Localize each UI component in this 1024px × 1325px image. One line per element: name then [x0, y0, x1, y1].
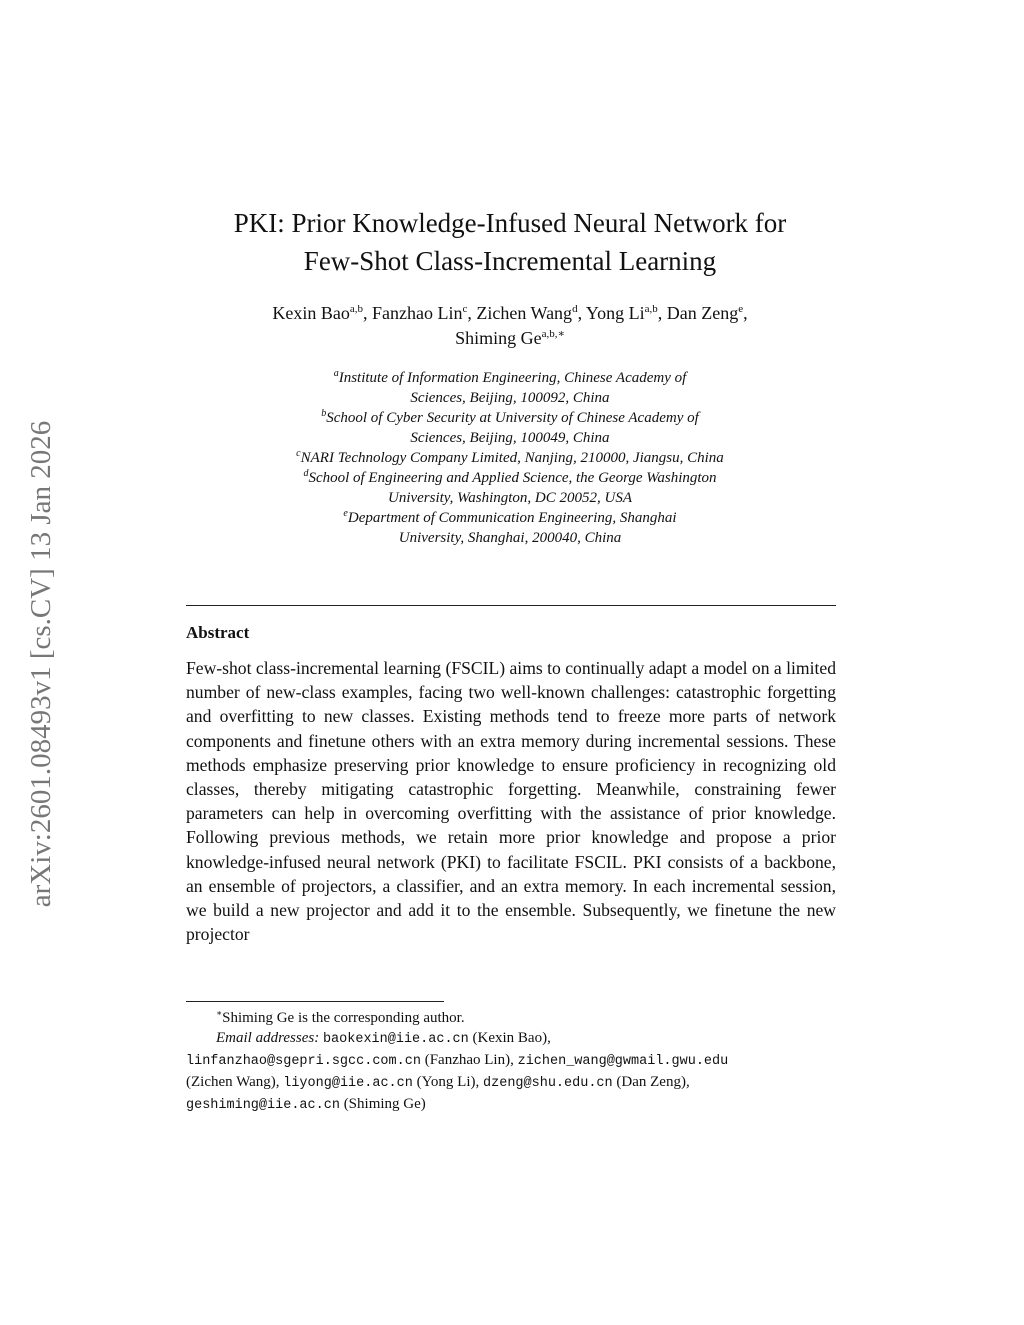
email-link[interactable]: geshiming@iie.ac.cn [186, 1098, 340, 1113]
arxiv-identifier: arXiv:2601.08493v1 [cs.CV] 13 Jan 2026 [25, 420, 57, 908]
affiliation-cont: Sciences, Beijing, 100092, China [410, 390, 610, 406]
title-line-2: Few-Shot Class-Incremental Learning [303, 246, 717, 276]
email-link[interactable]: zichen_wang@gwmail.gwu.edu [517, 1054, 729, 1069]
email-footnote: Email addresses: baokexin@iie.ac.cn (Kexin Bao), [216, 1030, 551, 1047]
affiliation: $^b$School of Cyber Security at University of Chinese Academy of [321, 408, 699, 426]
affiliation-cont: University, Washington, DC 20052, USA [387, 490, 633, 506]
email-link[interactable]: dzeng@shu.edu.cn [483, 1076, 613, 1091]
author-affil-mark: a,b [349, 303, 363, 315]
affiliation: $^d$School of Engineering and Applied Science, the George Washington [303, 468, 717, 486]
author-affil-mark: a,b,∗ [541, 328, 565, 340]
author-affil-mark: a,b [644, 303, 658, 315]
affiliation: $^e$Department of Communication Engineering, Shanghai [343, 508, 677, 526]
abstract-text: Few-shot class-incremental learning (FSCIL) aims to continually adapt a model on a limited number of new-class examples, facing two well-known challenges: catastrophic forgetting and overfitting to new classes. Existing methods tend to freeze more parts of network components and finetune others with an extra memory during incremental sessions. These methods emphasize preserving prior knowledge to ensure proficiency in recognizing old classes, thereby mitigating catastrophic forgetting. Meanwhile, constraining fewer parameters can help in overcoming overfitting with the assistance of prior knowledge. Following previous methods, we retain more prior knowledge and propose a prior knowledge-infused neural network (PKI) to facilitate FSCIL. PKI consists of a backbone, an ensemble of projectors, a classifier, and an extra memory. In each incremental session, we build a new projector and add it to the ensemble. Subsequently, we finetune the new projector [186, 658, 836, 945]
affiliation: $^a$Institute of Information Engineering, Chinese Academy of [333, 368, 687, 386]
email-link[interactable]: baokexin@iie.ac.cn [322, 1032, 469, 1047]
corresponding-footnote: ∗Shiming Ge is the corresponding author. [216, 1008, 465, 1026]
author: Fanzhao Lin [372, 303, 463, 323]
affiliation-cont: Sciences, Beijing, 100049, China [410, 430, 610, 446]
title-line-1: PKI: Prior Knowledge-Infused Neural Network for [233, 208, 787, 238]
author-affil-mark: e [738, 303, 744, 315]
abstract-heading: Abstract [186, 623, 250, 642]
abstract-top-rule [186, 605, 836, 606]
author-affil-mark: c [462, 303, 468, 315]
email-link[interactable]: linfanzhao@sgepri.sgcc.com.cn [186, 1054, 421, 1069]
email-label: Email addresses: [216, 1030, 320, 1046]
author: Shiming Ge [455, 328, 542, 348]
email-footnote-cont: linfanzhao@sgepri.sgcc.com.cn (Fanzhao Lin), zichen_wang@gwmail.gwu.edu [186, 1052, 729, 1069]
author: Zichen Wang [476, 303, 573, 323]
email-link[interactable]: liyong@iie.ac.cn [283, 1076, 413, 1091]
footnotes [186, 1008, 836, 1116]
affiliation-list [150, 368, 870, 548]
author: Yong Li [585, 303, 645, 323]
paper-title [150, 204, 870, 280]
affiliation: $^c$NARI Technology Company Limited, Nanjing, 210000, Jiangsu, China [296, 448, 724, 466]
arxiv-sidebar [19, 374, 63, 954]
author: Kexin Bao [272, 303, 350, 323]
email-footnote-cont: geshiming@iie.ac.cn (Shiming Ge) [186, 1096, 426, 1113]
affiliation-cont: University, Shanghai, 200040, China [398, 530, 622, 546]
author-list: Kexin Bao$^{a,b}$, Fanzhao Lin$^c$, Zichen Wang$^d$, Yong Li$^{a,b}$, Dan Zeng$^e$, Shiming $Ge^{a,b,∗}$ [272, 303, 748, 348]
footnote-rule [186, 1001, 444, 1002]
author: Dan Zeng [666, 303, 739, 323]
email-footnote-cont: (Zichen Wang), liyong@iie.ac.cn (Yong Li), dzeng@shu.edu.cn (Dan Zeng), [186, 1074, 690, 1091]
author-affil-mark: d [572, 303, 578, 315]
